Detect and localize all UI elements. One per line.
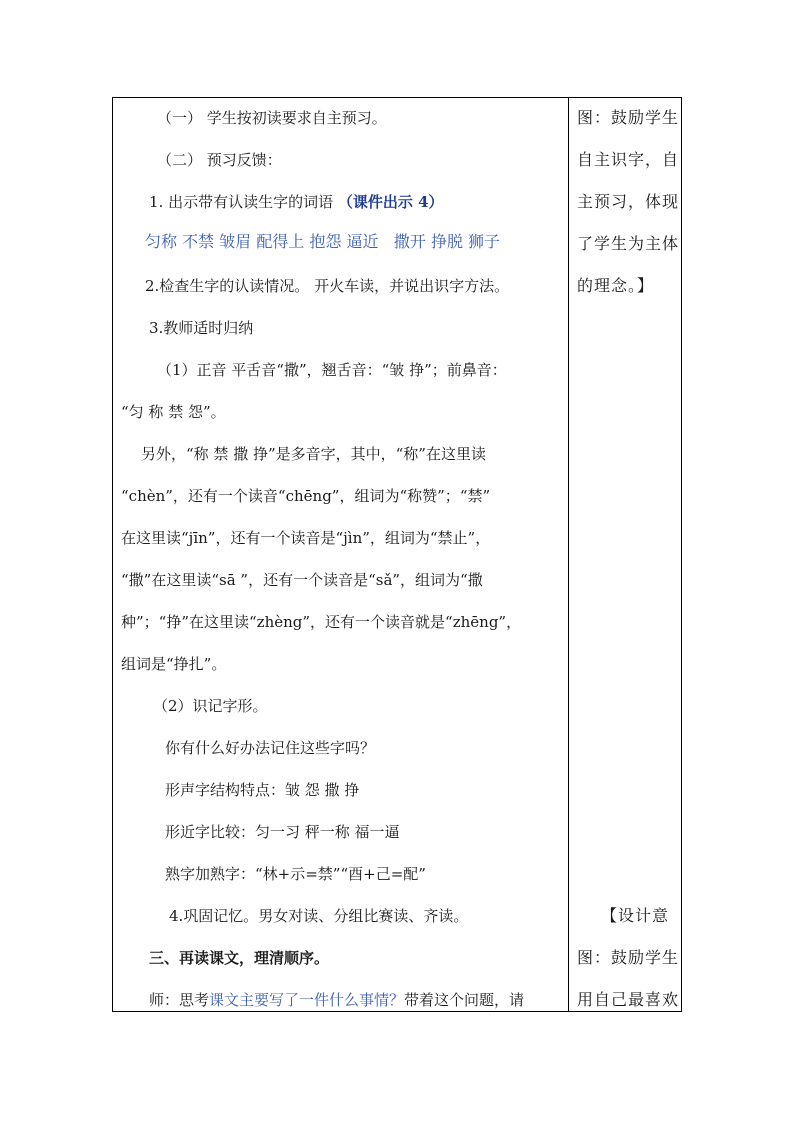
step-consolidate: 4.巩固记忆。男女对读、分组比赛读、齐读。 — [169, 907, 469, 925]
polyphone-line-4: “撒”在这里读“sā ”，还有一个读音是“sǎ”，组词为“撒 — [121, 571, 483, 589]
step-preview: （一） 学生按初读要求自主预习。 — [157, 109, 387, 127]
polyphone-line-5: 种”；“挣”在这里读“zhèng”，还有一个读音就是“zhēng”， — [121, 613, 522, 631]
teacher-prompt-tail: 带着这个问题，请 — [404, 991, 525, 1009]
teacher-prompt — [149, 990, 524, 1010]
intent-line: 用自己最喜欢 — [577, 990, 680, 1009]
polyphone-line-3: 在这里读“jīn”，还有一个读音是“jìn”，组词为“禁止”， — [121, 529, 491, 547]
lesson-table — [112, 97, 682, 1012]
intent-line: 了学生为主体 — [577, 234, 680, 253]
main-column — [113, 98, 568, 1011]
pronunciation-line-2: “匀 称 禁 怨”。 — [121, 403, 226, 421]
step-show-words-text: 1. 出示带有认读生字的词语 — [149, 193, 338, 211]
vocab-word: 匀称 — [145, 232, 178, 251]
character-combination: 熟字加熟字：“林+示=禁”“酉+己=配” — [165, 865, 426, 883]
vocab-word: 狮子 — [468, 232, 501, 251]
glyph-memory-heading: （2）识记字形。 — [153, 697, 268, 715]
intent-line: 自主识字，自 — [577, 150, 680, 169]
step-check-reading: 2.检查生字的认读情况。 开火车读，并说出识字方法。 — [145, 277, 510, 295]
pronunciation-line-1: （1）正音 平舌音“撒”，翘舌音：“皱 挣”；前鼻音： — [157, 361, 507, 379]
vocab-word: 挣脱 — [430, 232, 463, 251]
intent-line: 的理念。】 — [577, 276, 655, 295]
phonetic-structure: 形声字结构特点：皱 怨 撒 挣 — [165, 781, 360, 799]
intent-heading: 【设计意 — [601, 906, 670, 925]
intent-line: 图：鼓励学生 — [577, 108, 680, 127]
vocab-word: 逼近 — [346, 232, 379, 251]
vocab-word: 撒开 — [393, 232, 426, 251]
vocab-word: 抱怨 — [309, 232, 342, 251]
step-show-words — [149, 192, 444, 212]
vocab-word: 配得上 — [256, 232, 305, 251]
vocab-word: 不禁 — [182, 232, 215, 251]
vocab-words — [145, 232, 500, 252]
intent-line: 主预习，体现 — [577, 192, 680, 211]
polyphone-line-6: 组词是“挣扎”。 — [121, 655, 227, 673]
step-summary: 3.教师适时归纳 — [149, 319, 254, 337]
polyphone-line-1: 另外，“称 禁 撒 挣”是多音字，其中，“称”在这里读 — [141, 445, 486, 463]
step-feedback: （二） 预习反馈： — [157, 151, 282, 169]
polyphone-line-2: “chèn”，还有一个读音“chēng”，组词为“称赞”；“禁” — [121, 487, 491, 505]
similar-characters: 形近字比较：匀一习 秤一称 福一逼 — [165, 823, 400, 841]
intent-line: 图：鼓励学生 — [577, 948, 680, 967]
teacher-prompt-lead: 师：思考 — [149, 991, 210, 1009]
courseware-note: （课件出示 4） — [337, 193, 444, 211]
glyph-question: 你有什么好办法记住这些字吗？ — [165, 739, 376, 757]
teacher-question: 课文主要写了一件什么事情？ — [209, 991, 405, 1009]
section-heading-reread: 三、再读课文，理清顺序。 — [149, 949, 330, 967]
vocab-word: 皱眉 — [219, 232, 252, 251]
design-intent-column — [569, 98, 682, 1011]
